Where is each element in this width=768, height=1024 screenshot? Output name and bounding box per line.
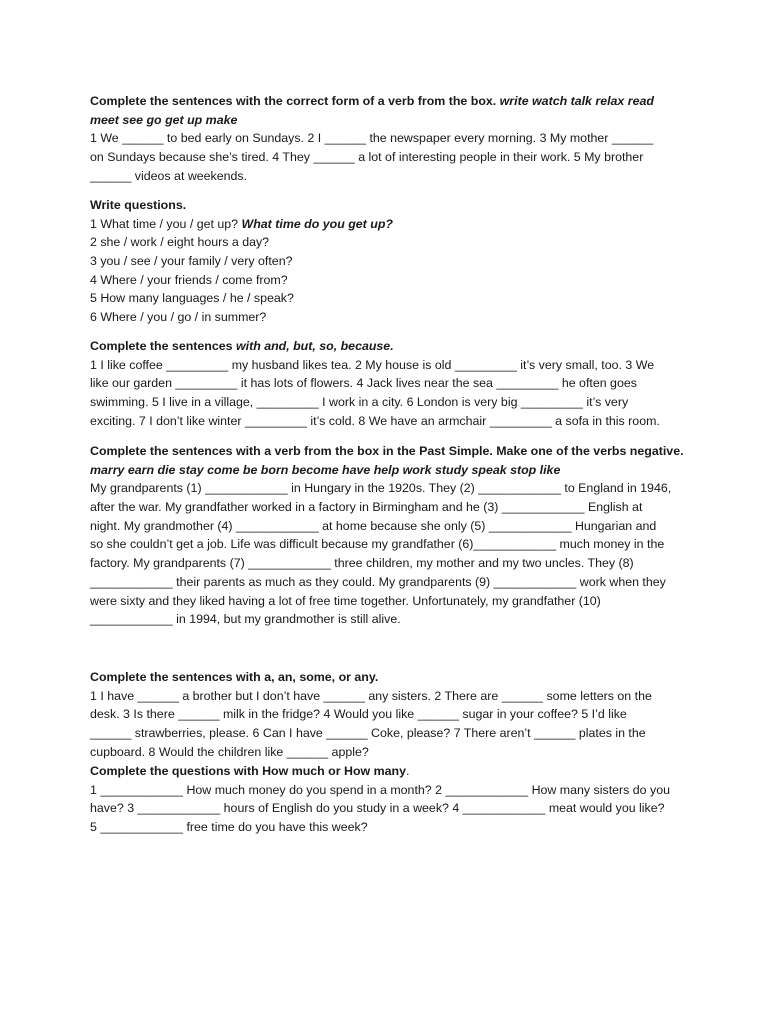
exercise-conjunctions bbox=[90, 337, 690, 430]
exercise-line: 1 I like coffee _________ my husband likes tea. 2 My house is old _________ it’s very small, too. 3 We bbox=[90, 357, 655, 372]
exercise-line: 1 I have ______ a brother but I don’t have ______ any sisters. 2 There are ______ some letters on the bbox=[90, 688, 652, 703]
exercise-heading bbox=[90, 762, 690, 781]
word-box: marry earn die stay come be born become have help work study speak stop like bbox=[90, 462, 561, 477]
question-line: 5 How many languages / he / speak? bbox=[90, 291, 294, 306]
exercise-line: ____________ in 1994, but my grandmother is still alive. bbox=[90, 612, 401, 627]
question-line bbox=[90, 215, 690, 234]
question-prompt: 1 What time / you / get up? bbox=[90, 216, 242, 231]
heading-text: Complete the questions with How much or How many bbox=[90, 764, 406, 778]
word-box-continued: meet see go get up make bbox=[90, 112, 238, 127]
heading-text: Complete the sentences bbox=[90, 339, 236, 353]
exercise-line: desk. 3 Is there ______ milk in the fridge? 4 Would you like ______ sugar in your coffee? 5 I’d like bbox=[90, 707, 627, 722]
example-answer: What time do you get up? bbox=[241, 216, 393, 231]
exercise-verbs-box bbox=[90, 92, 690, 185]
exercise-line: 1 ____________ How much money do you spend in a month? 2 ____________ How many sisters do you bbox=[90, 782, 670, 797]
exercise-how-much-many bbox=[90, 762, 690, 837]
exercise-heading bbox=[90, 337, 690, 356]
heading-options: with and, but, so, because. bbox=[235, 339, 394, 353]
exercise-write-questions bbox=[90, 196, 690, 327]
word-box: write watch talk relax read bbox=[499, 94, 654, 108]
question-line: 2 she / work / eight hours a day? bbox=[90, 235, 270, 250]
exercise-line: factory. My grandparents (7) ____________ three children, my mother and my two uncles. They (8) bbox=[90, 556, 634, 571]
exercise-line: on Sundays because she’s tired. 4 They ______ a lot of interesting people in their work. 5 My brother bbox=[90, 150, 644, 165]
question-line: 3 you / see / your family / very often? bbox=[90, 254, 293, 269]
exercise-line: cupboard. 8 Would the children like ______ apple? bbox=[90, 744, 369, 759]
exercise-line: have? 3 ____________ hours of English do you study in a week? 4 ____________ meat would you like? bbox=[90, 801, 665, 816]
exercise-line: swimming. 5 I live in a village, _________ I work in a city. 6 London is very big _________ it’s very bbox=[90, 395, 629, 410]
exercise-line: exciting. 7 I don’t like winter _________ it’s cold. 8 We have an armchair _________ a sofa in this room. bbox=[90, 413, 660, 428]
exercise-line: after the war. My grandfather worked in a factory in Birmingham and he (3) ____________ English at bbox=[90, 500, 643, 515]
heading-period: . bbox=[406, 764, 410, 778]
exercise-line: were sixty and they liked having a lot of free time together. Unfortunately, my grandfather (10) bbox=[90, 593, 601, 608]
exercise-line: My grandparents (1) ____________ in Hungary in the 1920s. They (2) ____________ to England in 1946, bbox=[90, 481, 672, 496]
exercise-line: 5 ____________ free time do you have this week? bbox=[90, 820, 368, 835]
exercise-line: so she couldn’t get a job. Life was difficult because my grandfather (6)____________ much money in the bbox=[90, 537, 665, 552]
exercise-line: 1 We ______ to bed early on Sundays. 2 I ______ the newspaper every morning. 3 My mother ______ bbox=[90, 131, 654, 146]
exercise-line: like our garden _________ it has lots of flowers. 4 Jack lives near the sea _________ he often goes bbox=[90, 376, 637, 391]
instruction-text: Complete the sentences with the correct form of a verb from the box. bbox=[90, 94, 500, 108]
exercise-past-simple bbox=[90, 442, 690, 629]
exercise-heading: Write questions. bbox=[90, 198, 187, 212]
exercise-line: ______ strawberries, please. 6 Can I have ______ Coke, please? 7 There aren’t ______ plates in the bbox=[90, 726, 646, 741]
exercise-line: night. My grandmother (4) ____________ at home because she only (5) ____________ Hungarian and bbox=[90, 518, 657, 533]
exercise-heading: Complete the sentences with a, an, some, or any. bbox=[90, 670, 379, 684]
exercise-line: ______ videos at weekends. bbox=[90, 168, 248, 183]
exercise-instruction bbox=[90, 92, 690, 111]
question-line: 4 Where / your friends / come from? bbox=[90, 272, 288, 287]
exercise-articles bbox=[90, 668, 690, 761]
exercise-line: ____________ their parents as much as they could. My grandparents (9) ____________ work when they bbox=[90, 574, 666, 589]
exercise-heading: Complete the sentences with a verb from the box in the Past Simple. Make one of the verbs negative. bbox=[90, 444, 684, 458]
question-line: 6 Where / you / go / in summer? bbox=[90, 310, 267, 325]
